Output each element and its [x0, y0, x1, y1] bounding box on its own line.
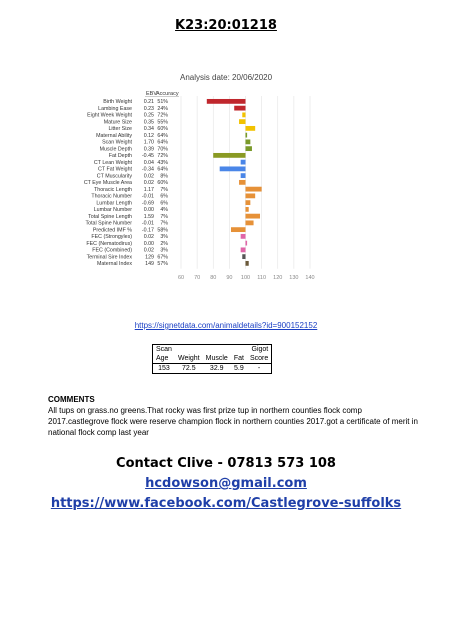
scan-header-age-2: Age: [156, 355, 169, 362]
row-ebv: 0.35: [143, 119, 154, 126]
scan-weight-value: 72.5: [175, 364, 203, 374]
bar: [239, 180, 245, 185]
row-label: Lumbar Length: [96, 200, 132, 207]
row-ebv: -0.17: [141, 227, 154, 234]
row-accuracy: 7%: [160, 213, 168, 220]
row-ebv: 0.25: [143, 112, 154, 119]
x-tick-label: 80: [210, 274, 217, 281]
contact-phone: Contact Clive - 07813 573 108: [116, 456, 336, 471]
row-label: Muscle Depth: [99, 146, 132, 153]
row-label: FEC (Strongyles): [91, 234, 132, 241]
bar: [220, 166, 246, 171]
row-ebv: -0.45: [141, 153, 154, 160]
row-ebv: 149: [145, 261, 154, 268]
x-tick-label: 110: [257, 274, 267, 281]
scan-header-fat-1: [231, 345, 247, 355]
row-ebv: -0.69: [141, 200, 154, 207]
bar: [241, 247, 246, 252]
comments-text: All tups on grass.no greens.That rocky was first prize tup in northern counties flock comp 2017.castlegrove flock were reserve champion flock in northern counties 2017.got a certificate of merit in national flock comp last year: [48, 406, 418, 437]
bar: [246, 214, 261, 219]
row-accuracy: 7%: [160, 186, 168, 193]
row-accuracy: 57%: [157, 261, 168, 268]
bar: [207, 99, 246, 104]
page-title: K23:20:01218: [175, 18, 277, 33]
row-label: FEC (Nematodirus): [86, 240, 132, 247]
row-label: CT Lean Weight: [93, 159, 132, 166]
scan-gigot-value: -: [247, 364, 272, 374]
row-label: Fat Depth: [108, 153, 132, 160]
row-label: Thoracic Number: [91, 193, 132, 200]
row-label: Predicted IMF %: [92, 227, 132, 234]
row-ebv: -0.01: [141, 193, 154, 200]
row-ebv: 0.00: [143, 207, 154, 214]
bar: [213, 153, 245, 158]
bar: [246, 241, 248, 246]
scan-header-gigot-1: Gigot: [251, 346, 269, 353]
row-label: Maternal Index: [96, 261, 132, 268]
row-accuracy: 8%: [160, 173, 168, 180]
bar: [242, 254, 245, 259]
row-accuracy: 2%: [160, 240, 168, 247]
bar: [246, 261, 249, 266]
bar: [246, 126, 256, 131]
row-ebv: 0.02: [143, 247, 154, 254]
row-accuracy: 3%: [160, 234, 168, 241]
row-accuracy: 60%: [157, 180, 168, 187]
row-accuracy: 43%: [157, 159, 168, 166]
bar: [246, 193, 256, 198]
bar: [246, 200, 251, 205]
row-label: Total Spine Number: [85, 220, 132, 227]
row-accuracy: 64%: [157, 166, 168, 173]
row-label: CT Fat Weight: [98, 166, 132, 173]
scan-header-muscle-2: Muscle: [205, 355, 228, 362]
row-ebv: 0.02: [143, 173, 154, 180]
row-ebv: 1.59: [143, 213, 154, 220]
contact-email-link[interactable]: hcdowson@gmail.com: [145, 476, 307, 491]
row-ebv: 0.04: [143, 159, 154, 166]
row-ebv: 0.12: [143, 132, 154, 139]
row-label: FEC (Combined): [92, 247, 132, 254]
row-label: Thoracic Length: [94, 186, 132, 193]
row-accuracy: 55%: [157, 119, 168, 126]
row-accuracy: 24%: [157, 105, 168, 112]
row-ebv: -0.01: [141, 220, 154, 227]
scan-header-fat-2: Fat: [233, 355, 244, 362]
scan-header-age-1: Scan: [156, 346, 172, 353]
scan-table: [152, 344, 272, 374]
x-tick-label: 100: [240, 274, 251, 281]
bar: [239, 119, 245, 124]
row-ebv: 1.17: [143, 186, 154, 193]
chart-title: Analysis date: 20/06/2020: [180, 73, 273, 82]
scan-header-gigot-2: Score: [249, 355, 269, 362]
scan-header-muscle-1: [203, 345, 231, 355]
row-accuracy: 72%: [157, 112, 168, 119]
row-accuracy: 64%: [157, 132, 168, 139]
bar: [246, 220, 254, 225]
row-accuracy: 4%: [160, 207, 168, 214]
row-label: Lambing Ease: [98, 105, 132, 112]
bar: [241, 173, 246, 178]
row-accuracy: 6%: [160, 193, 168, 200]
row-accuracy: 51%: [157, 99, 168, 106]
bar: [231, 227, 246, 232]
scan-muscle-value: 32.9: [203, 364, 231, 374]
scan-age-value: 153: [153, 364, 175, 374]
row-label: Total Spine Length: [88, 213, 132, 220]
row-label: Terminal Sire Index: [86, 254, 132, 261]
scan-fat-value: 5.9: [231, 364, 247, 374]
column-header-ebv: EBV: [146, 91, 158, 97]
row-accuracy: 7%: [160, 220, 168, 227]
row-ebv: 0.00: [143, 240, 154, 247]
row-ebv: 0.23: [143, 105, 154, 112]
bar: [246, 133, 248, 138]
ebv-chart: [48, 84, 328, 281]
row-accuracy: 64%: [157, 139, 168, 146]
row-accuracy: 67%: [157, 254, 168, 261]
comments-title: COMMENTS: [48, 395, 95, 404]
row-ebv: 0.02: [143, 180, 154, 187]
signet-link[interactable]: https://signetdata.com/animaldetails?id=900152152: [134, 321, 318, 330]
row-label: Eight Week Weight: [87, 112, 132, 119]
row-label: Mature Size: [103, 119, 132, 126]
row-ebv: 0.21: [143, 99, 154, 106]
row-ebv: 1.70: [143, 139, 154, 146]
row-label: Litter Size: [108, 126, 132, 133]
contact-facebook-link[interactable]: https://www.facebook.com/Castlegrove-suffolks: [50, 496, 402, 511]
row-ebv: 0.34: [143, 126, 154, 133]
row-accuracy: 70%: [157, 146, 168, 153]
bar: [246, 146, 252, 151]
x-tick-label: 130: [289, 274, 299, 281]
row-label: CT Eye Muscle Area: [83, 180, 132, 187]
column-header-accuracy: Accuracy: [156, 91, 179, 97]
x-tick-label: 70: [194, 274, 201, 281]
row-label: Scan Weight: [102, 139, 132, 146]
row-label: CT Muscularity: [96, 173, 132, 180]
row-accuracy: 6%: [160, 200, 168, 207]
scan-header-weight-2: Weight: [177, 355, 200, 362]
bar: [241, 234, 246, 239]
row-ebv: 0.02: [143, 234, 154, 241]
row-accuracy: 3%: [160, 247, 168, 254]
bar: [234, 106, 245, 111]
bar: [242, 112, 245, 117]
row-accuracy: 60%: [157, 126, 168, 133]
row-ebv: -0.34: [141, 166, 154, 173]
bar: [241, 160, 246, 165]
row-label: Birth Weight: [103, 99, 132, 106]
row-accuracy: 72%: [157, 153, 168, 160]
row-label: Lumbar Number: [93, 207, 132, 214]
row-accuracy: 58%: [157, 227, 168, 234]
x-tick-label: 140: [305, 274, 315, 281]
x-tick-label: 90: [226, 274, 233, 281]
bar: [246, 207, 249, 212]
bar: [246, 187, 262, 192]
row-label: Maternal Ability: [96, 132, 132, 139]
row-ebv: 129: [145, 254, 154, 261]
bar: [246, 139, 251, 144]
x-tick-label: 60: [177, 274, 185, 281]
row-ebv: 0.39: [143, 146, 154, 153]
scan-header-weight-1: [175, 345, 203, 355]
x-tick-label: 120: [273, 274, 283, 281]
